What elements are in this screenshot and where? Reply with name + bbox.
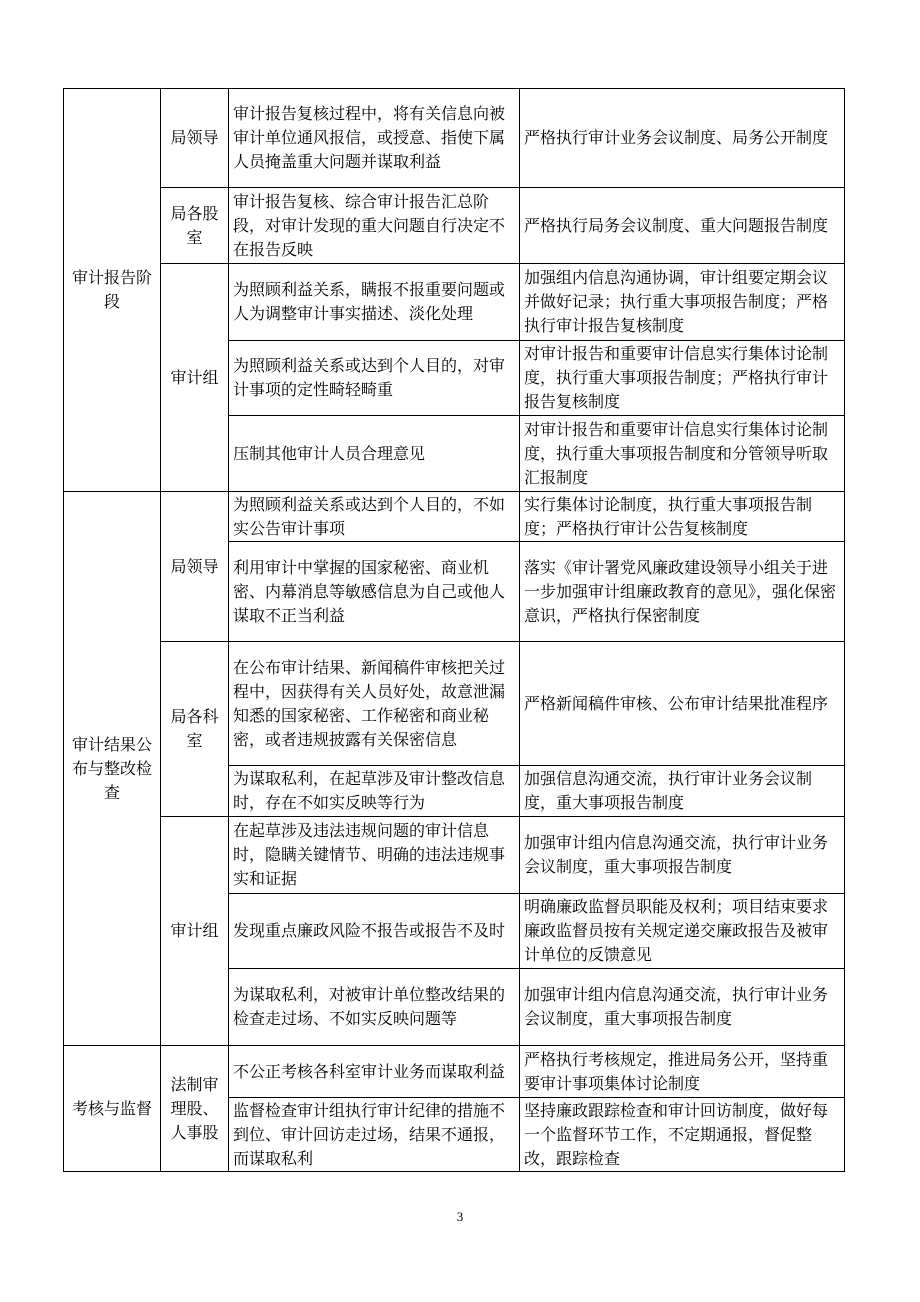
dept-cell: 局各科室	[161, 642, 229, 817]
measure-cell: 加强信息沟通交流，执行审计业务会议制度，重大事项报告制度	[520, 766, 845, 817]
risk-cell: 发现重点廉政风险不报告或报告不及时	[229, 894, 520, 969]
measure-cell: 落实《审计署党风廉政建设领导小组关于进一步加强审计组廉政教育的意见》，强化保密意识，严格执行保密制度	[520, 542, 845, 642]
table-row	[64, 492, 845, 542]
stage-cell: 考核与监督	[64, 1046, 161, 1172]
risk-cell: 在起草涉及违法违规问题的审计信息时，隐瞒关键情节、明确的违法违规事实和证据	[229, 817, 520, 894]
risk-cell: 在公布审计结果、新闻稿件审核把关过程中，因获得有关人员好处，故意泄漏知悉的国家秘密、工作秘密和商业秘密，或者违规披露有关保密信息	[229, 642, 520, 766]
measure-cell: 对审计报告和重要审计信息实行集体讨论制度，执行重大事项报告制度和分管领导听取汇报制度	[520, 416, 845, 492]
measure-cell: 加强审计组内信息沟通交流，执行审计业务会议制度，重大事项报告制度	[520, 817, 845, 894]
risk-cell: 不公正考核各科室审计业务而谋取利益	[229, 1046, 520, 1098]
measure-cell: 严格执行考核规定，推进局务公开，坚持重要审计事项集体讨论制度	[520, 1046, 845, 1098]
risk-cell: 为照顾利益关系或达到个人目的，对审计事项的定性畸轻畸重	[229, 341, 520, 416]
table-row	[64, 642, 845, 766]
page-number: 3	[456, 1209, 464, 1224]
measure-cell: 坚持廉政跟踪检查和审计回访制度，做好每一个监督环节工作，不定期通报，督促整改，跟踪检查	[520, 1098, 845, 1172]
measure-cell: 严格执行局务会议制度、重大问题报告制度	[520, 188, 845, 264]
stage-cell: 审计报告阶段	[64, 89, 161, 492]
measure-cell: 加强组内信息沟通协调，审计组要定期会议并做好记录；执行重大事项报告制度；严格执行审计报告复核制度	[520, 264, 845, 341]
measure-cell: 明确廉政监督员职能及权利；项目结束要求廉政监督员按有关规定递交廉政报告及被审计单位的反馈意见	[520, 894, 845, 969]
dept-cell: 法制审理股、人事股	[161, 1046, 229, 1172]
risk-cell: 为谋取私利，在起草涉及审计整改信息时，存在不如实反映等行为	[229, 766, 520, 817]
table-row	[64, 817, 845, 894]
measure-cell: 严格执行审计业务会议制度、局务公开制度	[520, 89, 845, 188]
table-row	[64, 89, 845, 188]
table-row	[64, 1046, 845, 1098]
measure-cell: 对审计报告和重要审计信息实行集体讨论制度，执行重大事项报告制度；严格执行审计报告复核制度	[520, 341, 845, 416]
table-row	[64, 264, 845, 341]
dept-cell: 局领导	[161, 89, 229, 188]
measure-cell: 加强审计组内信息沟通交流，执行审计业务会议制度，重大事项报告制度	[520, 969, 845, 1046]
stage-cell: 审计结果公布与整改检查	[64, 492, 161, 1046]
risk-cell: 压制其他审计人员合理意见	[229, 416, 520, 492]
dept-cell: 审计组	[161, 264, 229, 492]
risk-cell: 监督检查审计组执行审计纪律的措施不到位、审计回访走过场，结果不通报，而谋取私利	[229, 1098, 520, 1172]
dept-cell: 审计组	[161, 817, 229, 1046]
risk-cell: 审计报告复核过程中，将有关信息向被审计单位通风报信，或授意、指使下属人员掩盖重大问题并谋取利益	[229, 89, 520, 188]
risk-cell: 为照顾利益关系，瞒报不报重要问题或人为调整审计事实描述、淡化处理	[229, 264, 520, 341]
table-row	[64, 188, 845, 264]
risk-cell: 为照顾利益关系或达到个人目的，不如实公告审计事项	[229, 492, 520, 542]
risk-control-table	[63, 88, 845, 1172]
dept-cell: 局领导	[161, 492, 229, 642]
risk-cell: 为谋取私利，对被审计单位整改结果的检查走过场、不如实反映问题等	[229, 969, 520, 1046]
measure-cell: 严格新闻稿件审核、公布审计结果批准程序	[520, 642, 845, 766]
risk-cell: 审计报告复核、综合审计报告汇总阶段，对审计发现的重大问题自行决定不在报告反映	[229, 188, 520, 264]
risk-cell: 利用审计中掌握的国家秘密、商业机密、内幕消息等敏感信息为自己或他人谋取不正当利益	[229, 542, 520, 642]
dept-cell: 局各股室	[161, 188, 229, 264]
measure-cell: 实行集体讨论制度，执行重大事项报告制度；严格执行审计公告复核制度	[520, 492, 845, 542]
